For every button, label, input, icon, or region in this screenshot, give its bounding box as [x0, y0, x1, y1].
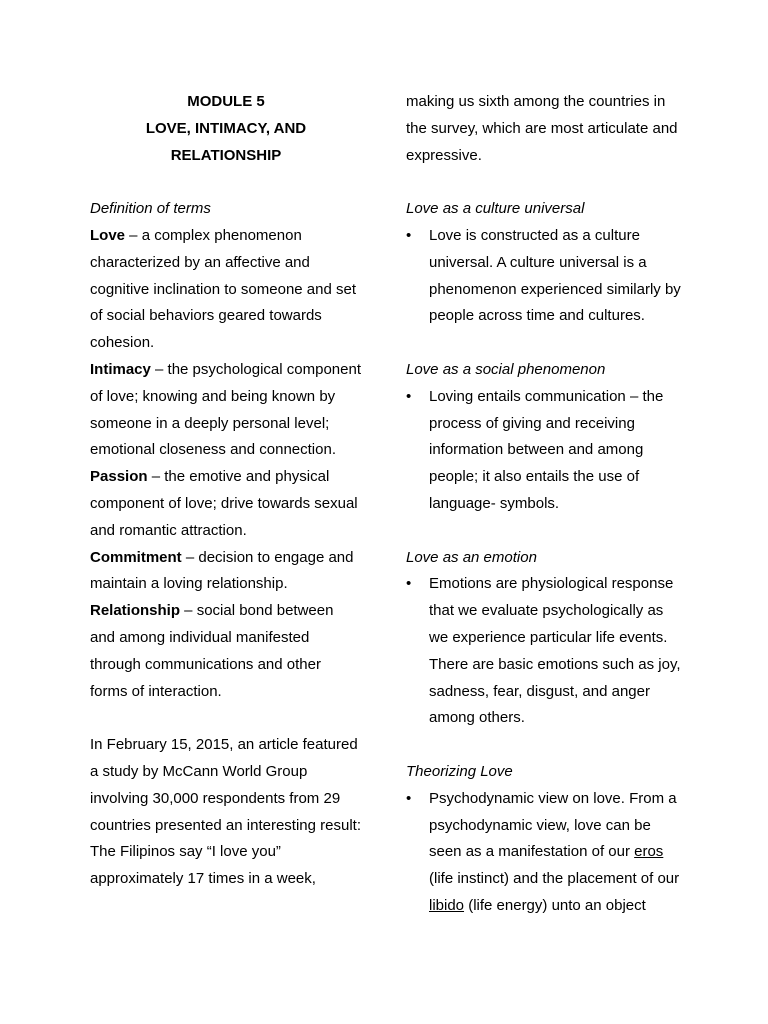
bullet-icon: • [406, 387, 412, 405]
definition-commitment [90, 545, 362, 599]
theorizing-text-part2: (life instinct) and the placement of our [429, 870, 680, 888]
definition-text: – decision to engage and maintain a loving relationship. [90, 548, 354, 593]
theorizing-text-part3: (life energy) unto an object [464, 896, 646, 914]
module-title-line2: RELATIONSHIP [170, 146, 282, 164]
bullet-text: Loving entails communication – the process of giving and receiving information between and among people; it also entails the use of language- symbols. [429, 387, 664, 512]
section-heading-emotion: Love as an emotion [406, 548, 537, 566]
definition-text: – the psychological component of love; knowing and being known by someone in a deeply personal level; emotional closeness and connection. [90, 360, 361, 459]
bullet-text [429, 790, 679, 914]
definition-term: Commitment [90, 548, 182, 566]
definition-term: Intimacy [90, 360, 151, 378]
definitions-heading: Definition of terms [90, 200, 211, 218]
definition-passion [90, 464, 362, 544]
definition-relationship [90, 598, 362, 705]
section-heading-theorizing-love: Theorizing Love [406, 762, 513, 780]
definition-love [90, 223, 362, 357]
definition-text: – the emotive and physical component of love; drive towards sexual and romantic attraction. [90, 468, 358, 539]
definition-term: Love [90, 226, 126, 244]
definition-text: – social bond between and among individual manifested through communications and other forms of interaction. [90, 602, 334, 700]
term-libido: libido [429, 896, 465, 914]
article-paragraph-start: In February 15, 2015, an article featured a study by McCann World Group involving 30,000 respondents from 29 countries presented an interesting result: The Filipinos say “I love you” approximately 17 times in a week, [90, 736, 361, 888]
bullet-icon: • [406, 789, 412, 807]
article-paragraph-end: making us sixth among the countries in the survey, which are most articulate and expressive. [406, 93, 678, 164]
bullet-item-culture-universal [406, 223, 684, 330]
term-eros: eros [634, 843, 664, 861]
definition-term: Passion [90, 468, 148, 486]
module-number: MODULE 5 [187, 93, 265, 110]
bullet-icon: • [406, 226, 412, 244]
definition-term: Relationship [90, 602, 181, 620]
bullet-text: Emotions are physiological response that we evaluate psychologically as we experience particular life events. There are basic emotions such as joy, sadness, fear, disgust, and anger among others. [429, 575, 681, 727]
bullet-text: Love is constructed as a culture universal. A culture universal is a phenomenon experienced similarly by people across time and cultures. [429, 226, 681, 325]
module-title-line1: LOVE, INTIMACY, AND [145, 119, 307, 137]
theorizing-text-part1: Psychodynamic view on love. From a psychodynamic view, love can be seen as a manifestation of our [429, 789, 677, 861]
section-heading-culture-universal: Love as a culture universal [406, 200, 585, 218]
section-heading-social-phenomenon: Love as a social phenomenon [406, 360, 606, 378]
bullet-item-psychodynamic [406, 786, 684, 920]
bullet-item-social-phenomenon [406, 384, 684, 518]
definition-text: – a complex phenomenon characterized by an affective and cognitive inclination to someone and set of social behaviors geared towards cohesion. [90, 226, 357, 352]
definition-intimacy [90, 357, 362, 464]
bullet-icon: • [406, 575, 412, 593]
left-column [90, 89, 362, 893]
bullet-item-emotion [406, 571, 684, 732]
right-column [406, 89, 684, 920]
